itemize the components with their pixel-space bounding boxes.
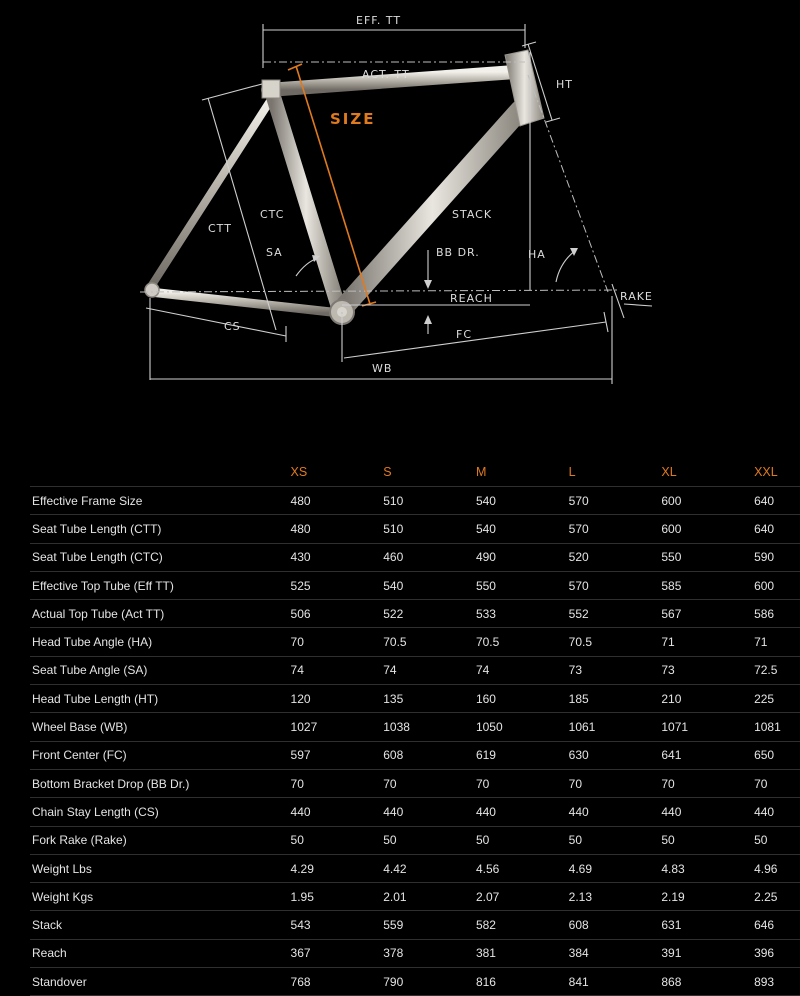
- cell-xxl: 646: [754, 911, 800, 939]
- cell-m: 533: [476, 600, 569, 628]
- cell-xxl: 893: [754, 968, 800, 996]
- row-label: Seat Tube Length (CTT): [30, 515, 291, 543]
- table-row: [30, 656, 800, 684]
- size-header-xxl: XXL: [754, 458, 800, 487]
- cell-s: 460: [383, 543, 476, 571]
- row-label: Head Tube Angle (HA): [30, 628, 291, 656]
- cell-m: 540: [476, 487, 569, 515]
- cell-xxl: 1081: [754, 713, 800, 741]
- cell-m: 550: [476, 571, 569, 599]
- cell-xs: 597: [291, 741, 384, 769]
- row-label: Fork Rake (Rake): [30, 826, 291, 854]
- cell-xl: 70: [661, 769, 754, 797]
- cell-s: 1038: [383, 713, 476, 741]
- cell-m: 381: [476, 939, 569, 967]
- cell-xl: 631: [661, 911, 754, 939]
- cell-xl: 73: [661, 656, 754, 684]
- label-ctt: CTT: [208, 222, 232, 235]
- cell-s: 70.5: [383, 628, 476, 656]
- cell-xs: 768: [291, 968, 384, 996]
- table-row: [30, 939, 800, 967]
- cell-m: 1050: [476, 713, 569, 741]
- size-header-xl: XL: [661, 458, 754, 487]
- cell-m: 160: [476, 685, 569, 713]
- cell-xl: 1071: [661, 713, 754, 741]
- cell-xl: 71: [661, 628, 754, 656]
- row-label: Effective Frame Size: [30, 487, 291, 515]
- cell-l: 185: [569, 685, 662, 713]
- row-label: Weight Kgs: [30, 883, 291, 911]
- label-reach: REACH: [450, 292, 493, 305]
- table-row: [30, 571, 800, 599]
- cell-xxl: 586: [754, 600, 800, 628]
- row-label: Standover: [30, 968, 291, 996]
- table-row: [30, 628, 800, 656]
- cell-xl: 868: [661, 968, 754, 996]
- row-label: Chain Stay Length (CS): [30, 798, 291, 826]
- cell-m: 619: [476, 741, 569, 769]
- row-label: Effective Top Tube (Eff TT): [30, 571, 291, 599]
- table-row: [30, 600, 800, 628]
- cell-m: 440: [476, 798, 569, 826]
- cell-xl: 50: [661, 826, 754, 854]
- table-row: [30, 685, 800, 713]
- cell-xxl: 590: [754, 543, 800, 571]
- table-row: [30, 713, 800, 741]
- frame-geometry-diagram: [0, 0, 800, 400]
- table-row: [30, 854, 800, 882]
- cell-l: 2.13: [569, 883, 662, 911]
- header-empty: [30, 458, 291, 487]
- cell-m: 2.07: [476, 883, 569, 911]
- cell-xs: 74: [291, 656, 384, 684]
- table-header-row: [30, 458, 800, 487]
- cell-l: 384: [569, 939, 662, 967]
- table-row: [30, 911, 800, 939]
- table-row: [30, 515, 800, 543]
- label-cs: CS: [224, 320, 241, 333]
- cell-xs: 4.29: [291, 854, 384, 882]
- table-row: [30, 487, 800, 515]
- cell-xs: 506: [291, 600, 384, 628]
- cell-s: 559: [383, 911, 476, 939]
- cell-l: 440: [569, 798, 662, 826]
- cell-l: 70.5: [569, 628, 662, 656]
- cell-xs: 1027: [291, 713, 384, 741]
- cell-xxl: 640: [754, 515, 800, 543]
- table-row: [30, 968, 800, 996]
- cell-xl: 440: [661, 798, 754, 826]
- row-label: Front Center (FC): [30, 741, 291, 769]
- cell-xxl: 225: [754, 685, 800, 713]
- row-label: Reach: [30, 939, 291, 967]
- cell-l: 552: [569, 600, 662, 628]
- cell-l: 570: [569, 571, 662, 599]
- geometry-table: [30, 458, 800, 996]
- cell-s: 440: [383, 798, 476, 826]
- table-row: [30, 543, 800, 571]
- cell-l: 630: [569, 741, 662, 769]
- cell-xl: 2.19: [661, 883, 754, 911]
- cell-s: 2.01: [383, 883, 476, 911]
- cell-m: 490: [476, 543, 569, 571]
- cell-s: 608: [383, 741, 476, 769]
- cell-m: 50: [476, 826, 569, 854]
- cell-xs: 70: [291, 628, 384, 656]
- cell-l: 570: [569, 515, 662, 543]
- row-label: Weight Lbs: [30, 854, 291, 882]
- row-label: Actual Top Tube (Act TT): [30, 600, 291, 628]
- cell-m: 540: [476, 515, 569, 543]
- cell-xl: 4.83: [661, 854, 754, 882]
- row-label: Stack: [30, 911, 291, 939]
- cell-xs: 1.95: [291, 883, 384, 911]
- cell-m: 4.56: [476, 854, 569, 882]
- cell-xl: 391: [661, 939, 754, 967]
- cell-xxl: 650: [754, 741, 800, 769]
- bike-frame: [145, 50, 544, 324]
- label-ht: HT: [556, 78, 573, 91]
- cell-xxl: 70: [754, 769, 800, 797]
- cell-m: 816: [476, 968, 569, 996]
- row-label: Head Tube Length (HT): [30, 685, 291, 713]
- cell-xxl: 72.5: [754, 656, 800, 684]
- cell-xxl: 396: [754, 939, 800, 967]
- cell-xs: 430: [291, 543, 384, 571]
- cell-s: 540: [383, 571, 476, 599]
- label-ha: HA: [528, 248, 546, 261]
- row-label: Seat Tube Angle (SA): [30, 656, 291, 684]
- cell-xs: 525: [291, 571, 384, 599]
- cell-s: 70: [383, 769, 476, 797]
- cell-xs: 50: [291, 826, 384, 854]
- label-act-tt: ACT. TT: [362, 68, 410, 81]
- table-row: [30, 883, 800, 911]
- cell-l: 50: [569, 826, 662, 854]
- table-row: [30, 769, 800, 797]
- cell-m: 582: [476, 911, 569, 939]
- cell-xs: 543: [291, 911, 384, 939]
- cell-m: 70: [476, 769, 569, 797]
- label-bb-dr: BB DR.: [436, 246, 480, 259]
- cell-xs: 480: [291, 515, 384, 543]
- cell-xl: 641: [661, 741, 754, 769]
- cell-l: 520: [569, 543, 662, 571]
- cell-l: 4.69: [569, 854, 662, 882]
- cell-xl: 585: [661, 571, 754, 599]
- cell-xs: 440: [291, 798, 384, 826]
- label-ctc: CTC: [260, 208, 285, 221]
- table-body: [30, 487, 800, 996]
- label-wb: WB: [372, 362, 393, 375]
- cell-xl: 600: [661, 487, 754, 515]
- cell-xs: 367: [291, 939, 384, 967]
- label-rake: RAKE: [620, 290, 653, 303]
- cell-s: 74: [383, 656, 476, 684]
- cell-xl: 600: [661, 515, 754, 543]
- cell-xxl: 71: [754, 628, 800, 656]
- cell-xl: 210: [661, 685, 754, 713]
- cell-xxl: 440: [754, 798, 800, 826]
- cell-xl: 567: [661, 600, 754, 628]
- row-label: Wheel Base (WB): [30, 713, 291, 741]
- cell-l: 841: [569, 968, 662, 996]
- row-label: Bottom Bracket Drop (BB Dr.): [30, 769, 291, 797]
- label-eff-tt: EFF. TT: [356, 14, 402, 27]
- table-row: [30, 741, 800, 769]
- size-header-xs: XS: [291, 458, 384, 487]
- table-row: [30, 798, 800, 826]
- cell-xxl: 50: [754, 826, 800, 854]
- cell-xxl: 2.25: [754, 883, 800, 911]
- label-fc: FC: [456, 328, 473, 341]
- cell-s: 790: [383, 968, 476, 996]
- cell-m: 70.5: [476, 628, 569, 656]
- size-header-s: S: [383, 458, 476, 487]
- cell-l: 570: [569, 487, 662, 515]
- cell-s: 4.42: [383, 854, 476, 882]
- cell-l: 70: [569, 769, 662, 797]
- cell-l: 73: [569, 656, 662, 684]
- table-row: [30, 826, 800, 854]
- row-label: Seat Tube Length (CTC): [30, 543, 291, 571]
- cell-l: 608: [569, 911, 662, 939]
- cell-xl: 550: [661, 543, 754, 571]
- cell-s: 510: [383, 515, 476, 543]
- label-size: SIZE: [330, 110, 376, 128]
- cell-l: 1061: [569, 713, 662, 741]
- cell-m: 74: [476, 656, 569, 684]
- label-stack: STACK: [452, 208, 493, 221]
- cell-xxl: 640: [754, 487, 800, 515]
- label-sa: SA: [266, 246, 283, 259]
- cell-xs: 70: [291, 769, 384, 797]
- cell-s: 135: [383, 685, 476, 713]
- cell-xs: 120: [291, 685, 384, 713]
- size-header-m: M: [476, 458, 569, 487]
- cell-xs: 480: [291, 487, 384, 515]
- cell-s: 50: [383, 826, 476, 854]
- cell-xxl: 600: [754, 571, 800, 599]
- cell-xxl: 4.96: [754, 854, 800, 882]
- cell-s: 522: [383, 600, 476, 628]
- cell-s: 510: [383, 487, 476, 515]
- cell-s: 378: [383, 939, 476, 967]
- size-header-l: L: [569, 458, 662, 487]
